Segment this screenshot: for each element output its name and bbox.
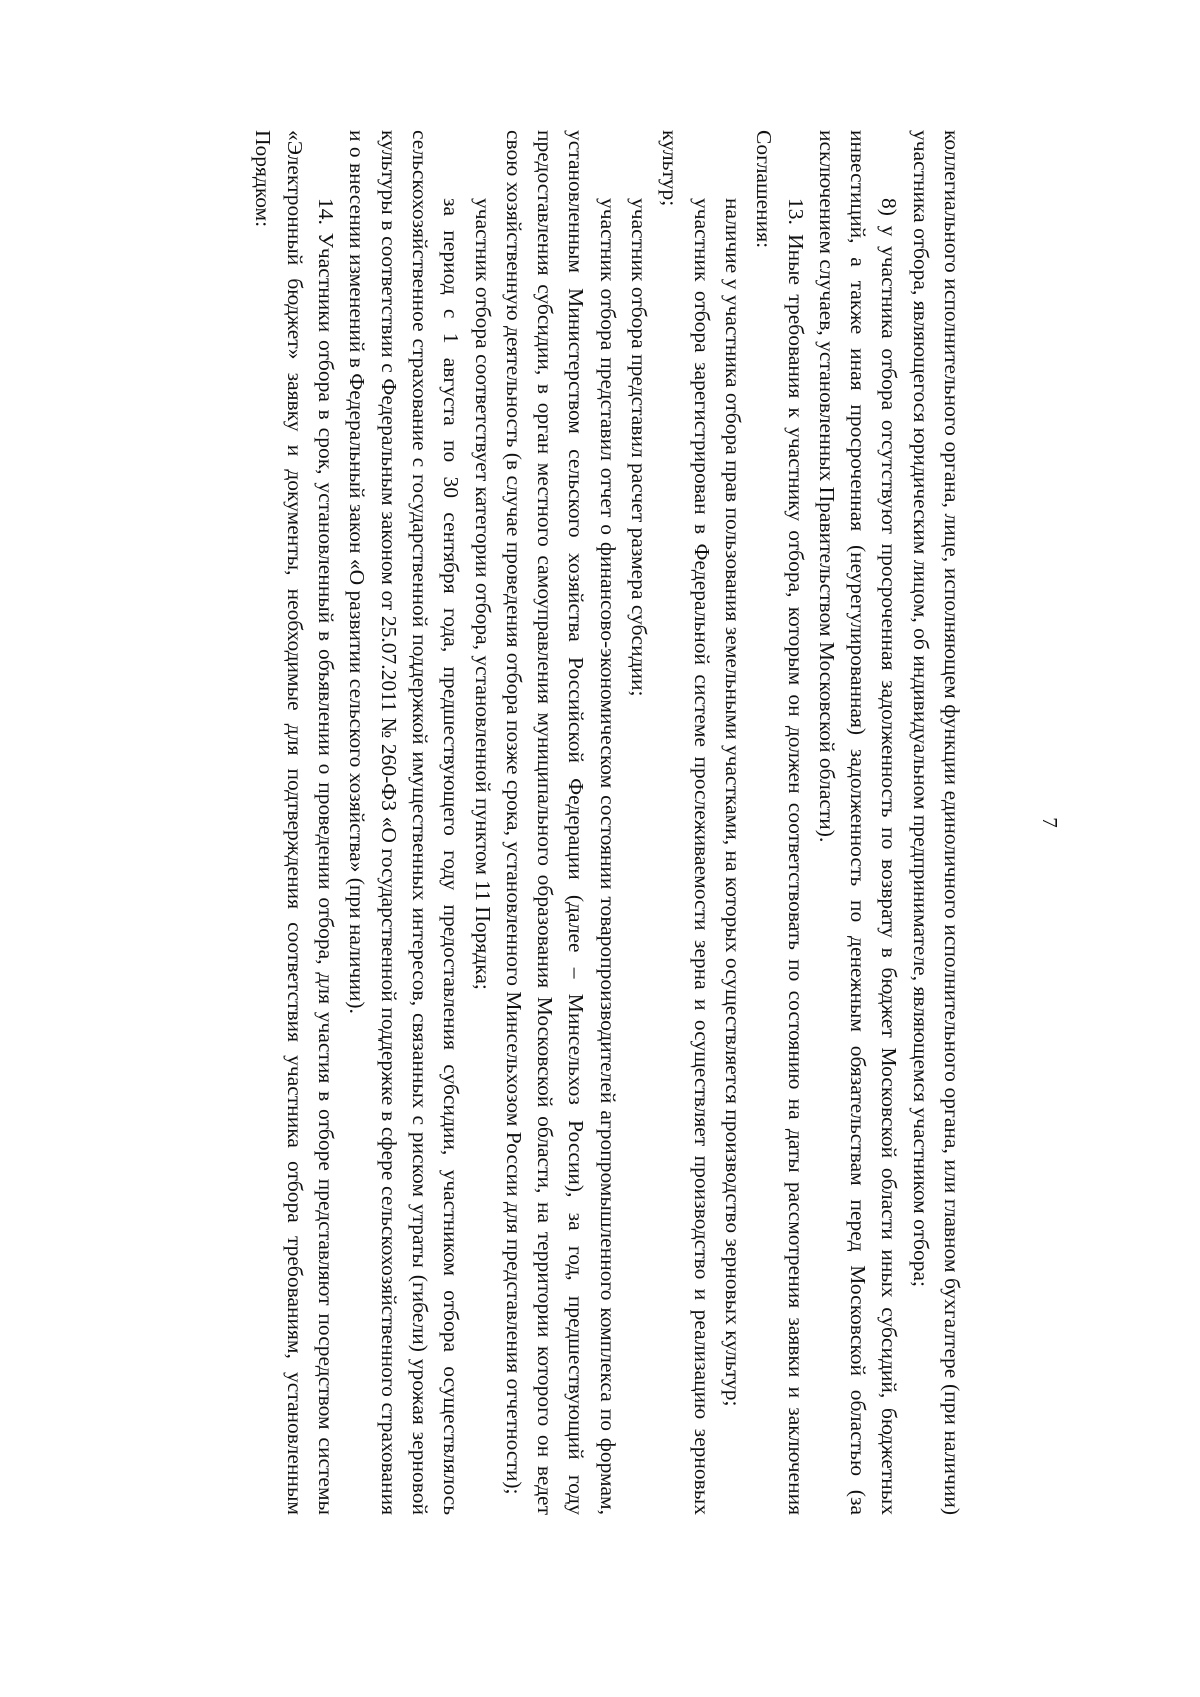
page-number: 7	[1038, 817, 1062, 828]
paragraph: участник отбора представил расчет размера субсидии;	[627, 198, 652, 697]
paragraph: 8) у участника отбора отсутствуют просроченная задолженность по возврату в бюджет Московской области иных субсидий, бюджетных инвестиций, а также иная просроченная (неурегулированная) задолженность по денежным обязательствам перед Московской областью (за исключением случаев, установленных Правительством Московской области).	[814, 130, 902, 1515]
paragraph: коллегиального исполнительного органа, лице, исполняющем функции единоличного исполнительного органа, или главном бухгалтере (при наличии) участника отбора, являющегося юридическим лицом, об индивидуальном предпринимателе, являющемся участником отбора;	[908, 130, 964, 1515]
rotated-text-block	[197, 130, 1062, 1515]
paragraph: 13. Иные требования к участнику отбора, которым он должен соответствовать по состоянию на даты рассмотрения заявки и заключения Соглашения:	[752, 130, 808, 1515]
paragraph: участник отбора соответствует категории отбора, установленной пунктом 11 Порядка;	[470, 198, 495, 990]
paragraph: наличие у участника отбора прав пользования земельными участками, на которых осуществляется производство зерновых культур;	[720, 198, 745, 1407]
paragraph: участник отбора зарегистрирован в Федеральной системе прослеживаемости зерна и осуществляет производство и реализацию зерновых культур;	[658, 130, 714, 1515]
document-body	[247, 130, 967, 1515]
paragraph: участник отбора представил отчет о финансово-экономическом состоянии товаропроизводителей агропромышленного комплекса по формам, установленным Министерством сельского хозяйства Российской Федерации (далее – Минсельхоз России), за год, предшествующий году предоставления субсидии, в орган местного самоуправления муниципального образования Московской области, на территории которого он ведет свою хозяйственную деятельность (в случае проведения отбора позже срока, установленного Минсельхозом России для представления отчетности);	[501, 130, 620, 1515]
paragraph: 14. Участники отбора в срок, установленный в объявлении о проведении отбора, для участия в отборе представляют посредством системы «Электронный бюджет» заявку и документы, необходимые для подтверждения соответствия участника отбора требованиям, установленным Порядком:	[251, 130, 339, 1515]
paragraph: за период с 1 августа по 30 сентября года, предшествующего году предоставления субсидии, участником отбора осуществлялось сельскохозяйственное страхование с государственной поддержкой имущественных интересов, связанных с риском утраты (гибели) урожая зерновой культуры в соответствии с Федеральным законом от 25.07.2011 № 260-ФЗ «О государственной поддержке в сфере сельскохозяйственного страхования и о внесении изменений в Федеральный закон «О развитии сельского хозяйства» (при наличии).	[345, 130, 464, 1515]
